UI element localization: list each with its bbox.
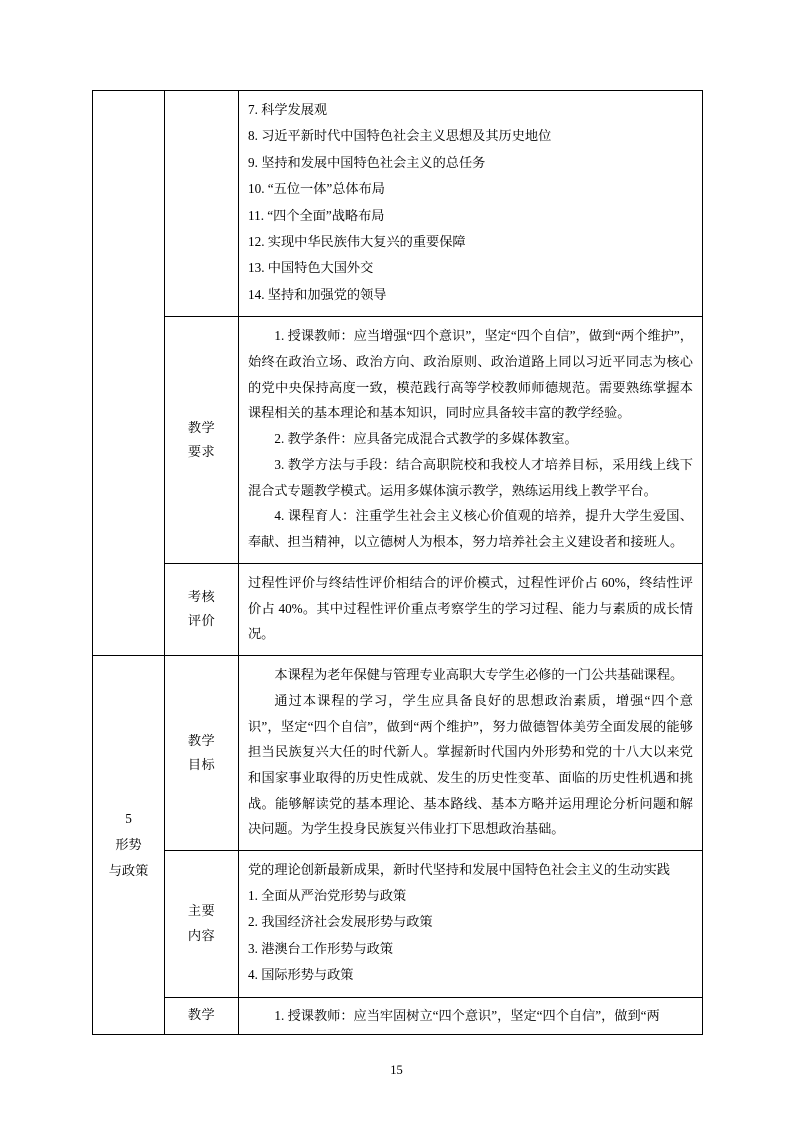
table-row — [93, 563, 703, 655]
cell-assessment-label — [165, 563, 239, 655]
page-number: 15 — [390, 1063, 403, 1077]
course-syllabus-table-wrapper — [92, 90, 702, 1035]
list-item: 3. 港澳台工作形势与政策 — [248, 940, 394, 956]
list-item: 9. 坚持和发展中国特色社会主义的总任务 — [248, 154, 486, 170]
label-line: 评价 — [187, 613, 216, 629]
list-item: 12. 实现中华民族伟大复兴的重要保障 — [248, 234, 466, 250]
list-item: 11. “四个全面”战略布局 — [248, 207, 385, 223]
list-item: 7. 科学发展观 — [248, 102, 328, 117]
course-number: 5 — [125, 810, 132, 826]
course-name-line: 与政策 — [108, 863, 149, 879]
paragraph: 2. 教学条件：应具备完成混合式教学的多媒体教室。 — [274, 431, 578, 447]
list-item: 2. 我国经济社会发展形势与政策 — [248, 914, 433, 930]
cell-section-label-empty — [165, 91, 239, 317]
label-line: 教学 — [187, 1007, 216, 1023]
course-syllabus-table — [92, 90, 703, 1035]
paragraph: 3. 教学方法与手段：结合高职院校和我校人才培养目标，采用线上线下混合式专题教学模式。运用多媒体演示教学，熟练运用线上教学平台。 — [248, 456, 693, 498]
paragraph: 4. 课程育人：注重学生社会主义核心价值观的培养，提升大学生爱国、奉献、担当精神，以立德树人为根本，努力培养社会主义建设者和接班人。 — [248, 508, 693, 550]
table-row — [93, 317, 703, 564]
cell-teaching-requirements-label — [165, 317, 239, 564]
cell-teaching-content-partial — [239, 997, 703, 1035]
cell-continued-list — [239, 91, 703, 317]
label-line: 要求 — [187, 444, 216, 460]
label-line: 教学 — [187, 419, 216, 435]
cell-teaching-requirements-content — [239, 317, 703, 564]
paragraph: 党的理论创新最新成果，新时代坚持和发展中国特色社会主义的生动实践 — [248, 862, 670, 878]
cell-course-index-empty — [93, 91, 165, 656]
list-item: 8. 习近平新时代中国特色社会主义思想及其历史地位 — [248, 128, 552, 144]
table-row — [93, 851, 703, 997]
cell-teaching-objectives-content — [239, 656, 703, 851]
table-row — [93, 997, 703, 1035]
table-row — [93, 656, 703, 851]
label-line: 目标 — [187, 757, 216, 773]
paragraph: 1. 授课教师：应当增强“四个意识”，坚定“四个自信”，做到“两个维护”，始终在政治立场、政治方向、政治原则、政治道路上同以习近平同志为核心的党中央保持高度一致，模范践行高等学校教师师德规范。需要熟练掌握本课程相关的基本理论和基本知识，同时应具备较丰富的教学经验。 — [248, 328, 693, 421]
label-line: 主要 — [187, 903, 216, 919]
cell-assessment-content — [239, 563, 703, 655]
paragraph: 通过本课程的学习，学生应具备良好的思想政治素质，增强“四个意识”，坚定“四个自信”，做到“两个维护”，努力做德智体美劳全面发展的能够担当民族复兴大任的时代新人。掌握新时代国内外形势和党的十八大以来党和国家事业取得的历史性成就、发生的历史性变革、面临的历史性机遇和挑战。能够解读党的基本理论、基本路线、基本方略并运用理论分析问题和解决问题。为学生投身民族复兴伟业打下思想政治基础。 — [248, 692, 693, 837]
course-name-line: 形势 — [115, 836, 142, 852]
label-line: 考核 — [187, 589, 216, 605]
list-item: 14. 坚持和加强党的领导 — [248, 286, 387, 302]
paragraph: 过程性评价与终结性评价相结合的评价模式，过程性评价占 60%，终结性评价占 40%。其中过程性评价重点考察学生的学习过程、能力与素质的成长情况。 — [248, 574, 693, 642]
cell-main-content-label — [165, 851, 239, 997]
paragraph: 本课程为老年保健与管理专业高职大专学生必修的一门公共基础课程。 — [274, 667, 684, 683]
list-item: 13. 中国特色大国外交 — [248, 260, 374, 276]
label-line: 教学 — [187, 732, 216, 748]
list-item: 4. 国际形势与政策 — [248, 967, 354, 983]
cell-teaching-objectives-label — [165, 656, 239, 851]
list-item: 1. 全面从严治党形势与政策 — [248, 887, 407, 903]
table-row — [93, 91, 703, 317]
label-line: 内容 — [187, 927, 216, 943]
paragraph: 1. 授课教师：应当牢固树立“四个意识”，坚定“四个自信”，做到“两 — [274, 1007, 660, 1023]
cell-teaching-label-partial — [165, 997, 239, 1035]
list-item: 10. “五位一体”总体布局 — [248, 181, 385, 197]
cell-main-content-content — [239, 851, 703, 997]
cell-course-5-index — [93, 656, 165, 1035]
